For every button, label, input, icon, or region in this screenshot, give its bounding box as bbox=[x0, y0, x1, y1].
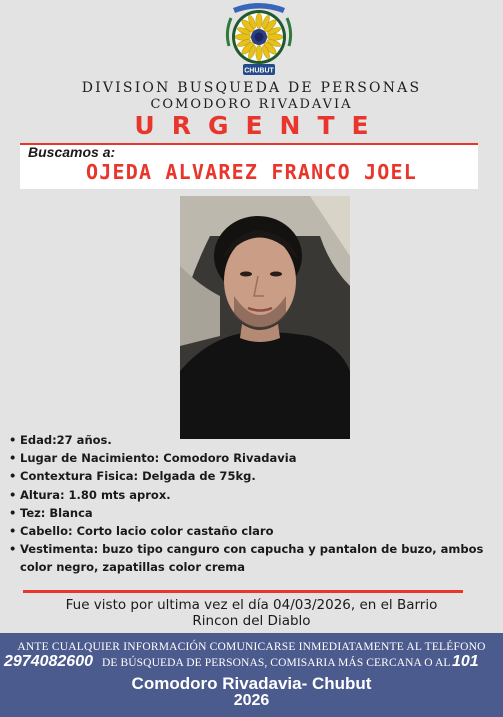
detail-birthplace: • Lugar de Nacimiento: Comodoro Rivadavia bbox=[9, 449, 489, 467]
detail-age: • Edad:27 años. bbox=[9, 431, 489, 449]
emergency-number[interactable]: 101 bbox=[452, 653, 479, 670]
detail-height: • Altura: 1.80 mts aprox. bbox=[9, 486, 489, 504]
contact-footer bbox=[0, 633, 503, 717]
missing-person-name: OJEDA ALVAREZ FRANCO JOEL bbox=[85, 160, 418, 184]
detail-clothing: • Vestimenta: buzo tipo canguro con capucha y pantalon de buzo, ambos color negro, zapatillas color crema bbox=[9, 540, 489, 576]
divider-line bbox=[23, 590, 463, 593]
last-seen-text bbox=[0, 597, 503, 629]
contact-note-line-1: ANTE CUALQUIER INFORMACIÓN COMUNICARSE INMEDIATAMENTE AL TELÉFONO bbox=[17, 641, 486, 653]
last-seen-line-2: Rincon del Diablo bbox=[192, 613, 311, 629]
footer-location: Comodoro Rivadavia- Chubut bbox=[131, 674, 372, 693]
seeking-label: Buscamos a: bbox=[28, 144, 116, 160]
detail-build: • Contextura Fisica: Delgada de 75kg. bbox=[9, 467, 489, 485]
contact-note-line-2: DE BÚSQUEDA DE PERSONAS, COMISARIA MÁS CERCANA O AL bbox=[102, 657, 451, 669]
detail-complexion: • Tez: Blanca bbox=[9, 504, 489, 522]
last-seen-line-1: Fue visto por ultima vez el día 04/03/2026, en el Barrio bbox=[65, 597, 438, 613]
emblem-caption: CHUBUT bbox=[244, 67, 274, 75]
detail-hair: • Cabello: Corto lacio color castaño claro bbox=[9, 522, 489, 540]
description-list bbox=[9, 431, 489, 577]
footer-year: 2026 bbox=[233, 692, 270, 709]
missing-person-photo bbox=[180, 196, 350, 439]
contact-phone[interactable]: 2974082600 bbox=[4, 653, 93, 670]
division-title: DIVISION BUSQUEDA DE PERSONAS bbox=[81, 80, 422, 96]
city-title: COMODORO RIVADAVIA bbox=[150, 97, 353, 112]
urgent-heading: URGENTE bbox=[134, 111, 386, 140]
police-emblem-icon bbox=[219, 2, 299, 78]
